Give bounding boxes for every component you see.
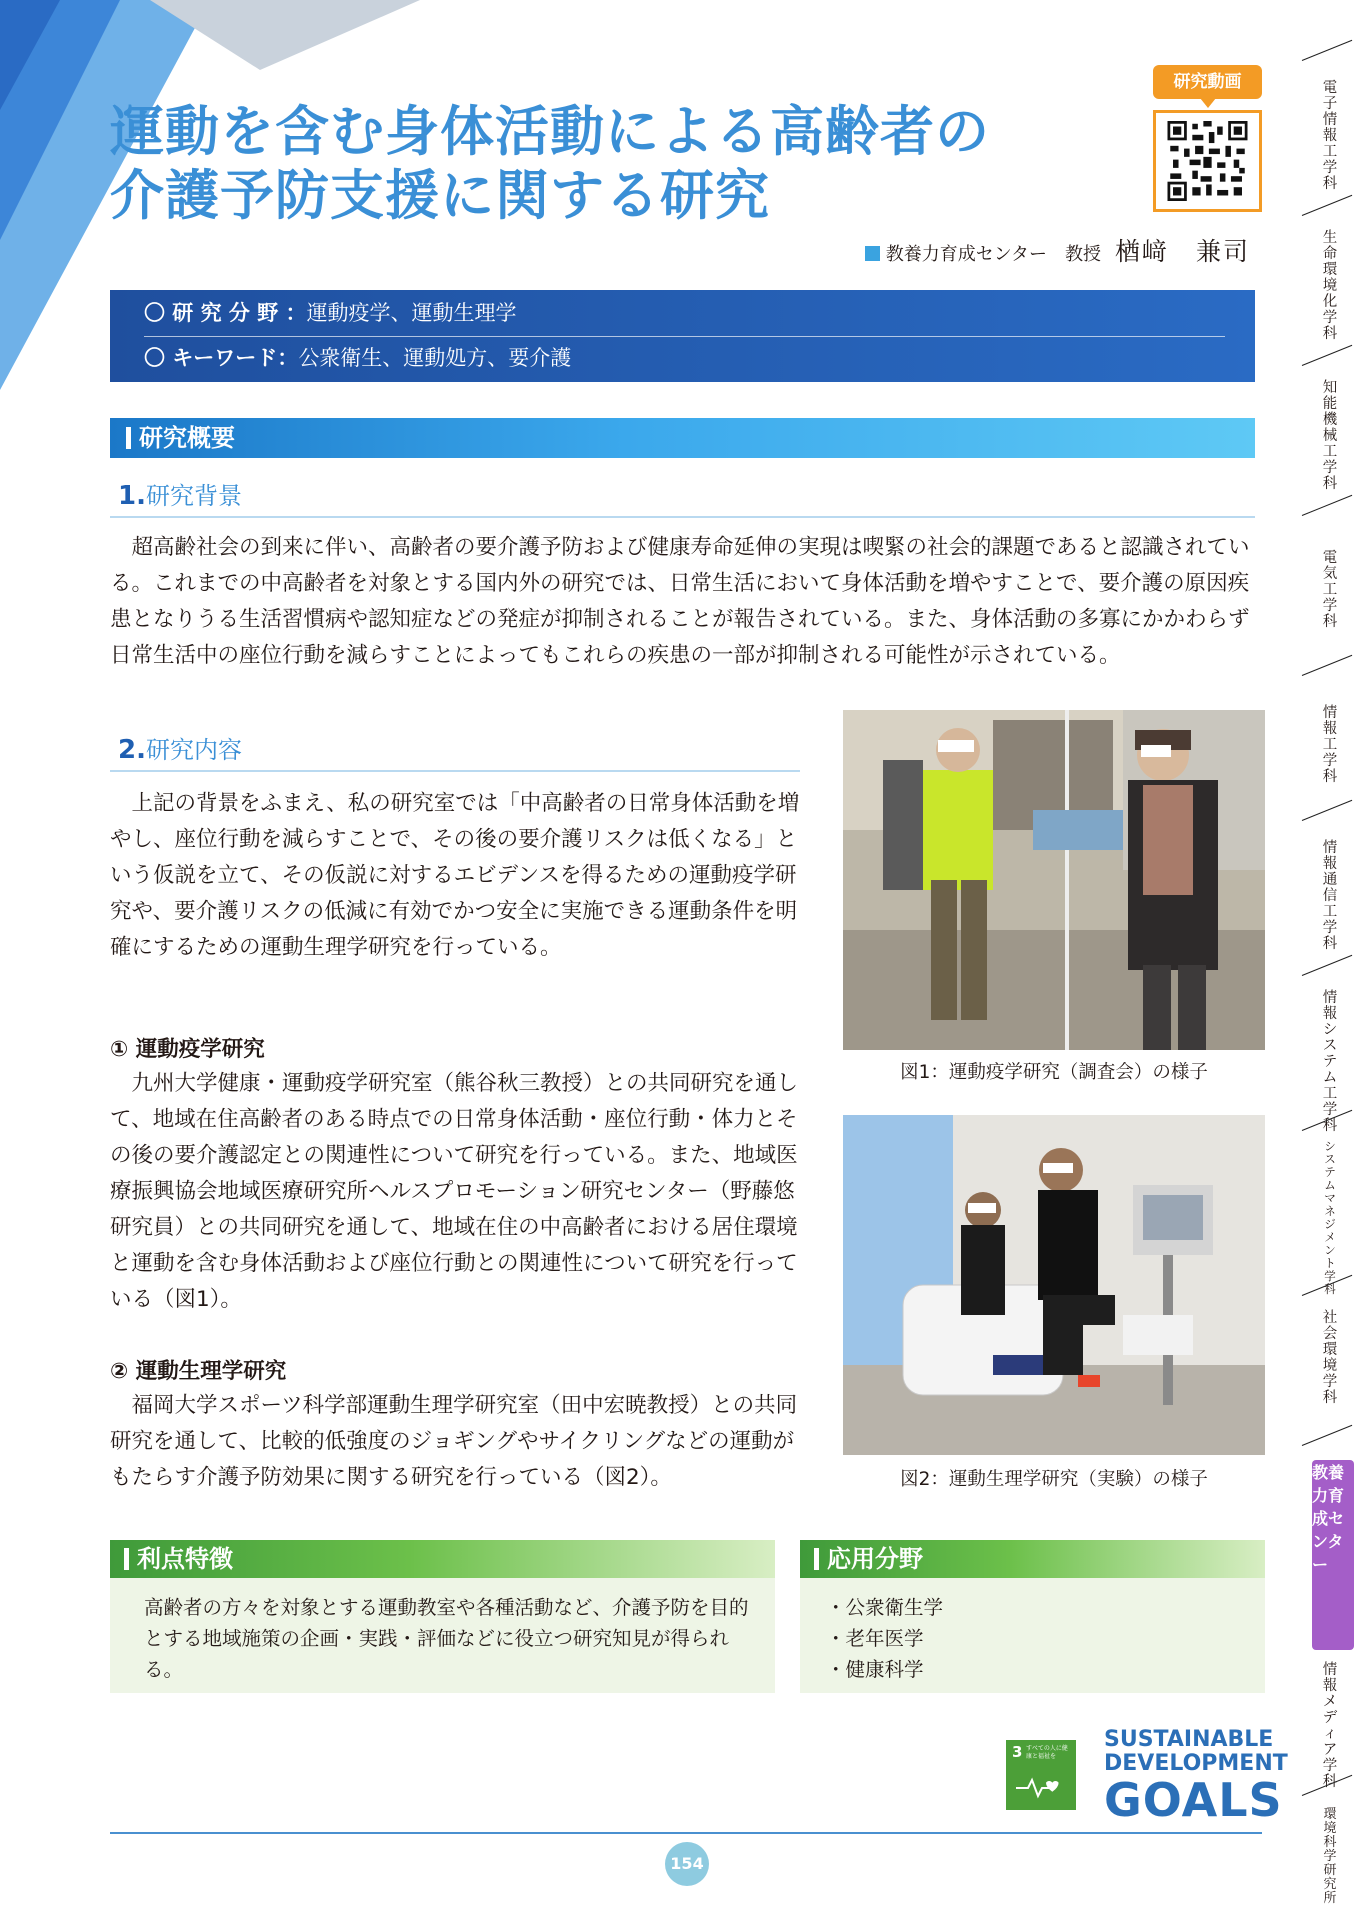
- sdg-logo-line-2: DEVELOPMENT: [1104, 1751, 1288, 1776]
- research-field-row: [144, 298, 517, 328]
- tab-label: 情報システム工学科: [1322, 990, 1338, 1134]
- header-bar-icon: [814, 1548, 819, 1570]
- header-bar-icon: [126, 427, 131, 449]
- side-tab-nav: [1300, 40, 1358, 1906]
- page-title: [110, 100, 1070, 228]
- figure-1-caption: 図1：運動疫学研究（調査会）の様子: [900, 1062, 1208, 1083]
- tab-label: 電気工学科: [1322, 550, 1338, 630]
- tab-label: 情報メディア学科: [1322, 1662, 1338, 1790]
- bullet-square-icon: [865, 246, 880, 261]
- background-paragraph: 超高齢社会の到来に伴い、高齢者の要介護予防および健康寿命延伸の実現は喫緊の社会的課題であると認識されている。これまでの中高齢者を対象とする国内外の研究では、日常生活において身体活動を増やすことで、要介護の原因疾患となりうる生活習慣病や認知症などの発症が抑制されることが報告されている。また、身体活動の多寡にかかわらず日常生活中の座位行動を減らすことによってもこれらの疾患の一部が抑制される可能性が示されている。: [110, 535, 1250, 668]
- tab-separator: [1302, 800, 1352, 821]
- field-divider: [144, 336, 1225, 337]
- research-field-label: 〇 研 究 分 野 ：: [144, 301, 307, 325]
- tab-label: 電子情報工学科: [1322, 80, 1338, 192]
- application-header: [800, 1540, 1265, 1578]
- tab-label: 知能機械工学科: [1322, 380, 1338, 492]
- tab-separator: [1302, 495, 1352, 516]
- tab-separator: [1302, 955, 1352, 976]
- sdg-goal-number: 3: [1012, 1743, 1023, 1761]
- sdg-logo: [1104, 1727, 1288, 1827]
- sdg-logo-line-1: SUSTAINABLE: [1104, 1727, 1274, 1752]
- section-overview-header: [110, 418, 1255, 458]
- tab-label: 教養力育成センター: [1312, 1463, 1345, 1574]
- keyword-label: 〇 キーワード：: [144, 346, 299, 370]
- item2-paragraph: 福岡大学スポーツ科学部運動生理学研究室（田中宏暁教授）との共同研究を通して、比較的低強度のジョギングやサイクリングなどの運動がもたらす介護予防効果に関する研究を行っている（図2）。: [110, 1393, 798, 1490]
- tab-separator: [1302, 1425, 1352, 1446]
- author-name: 楢﨑 兼司: [1114, 237, 1250, 266]
- advantage-box: [110, 1540, 775, 1693]
- tab-label: 環境科学研究所: [1323, 1807, 1337, 1906]
- sdg-logo-line-3: GOALS: [1104, 1773, 1283, 1827]
- application-item: ・老年医学: [826, 1627, 924, 1650]
- qr-code[interactable]: [1153, 110, 1262, 212]
- tab-label: システムマネジメント学科: [1324, 1139, 1336, 1296]
- tab-label: 生命環境化学科: [1322, 230, 1338, 342]
- figure-2-photo: [843, 1115, 1265, 1455]
- subsection-content-heading: [118, 732, 242, 768]
- application-item: ・健康科学: [826, 1658, 924, 1681]
- tab-liberal-arts-center-active[interactable]: [1312, 1460, 1354, 1650]
- subsection-title: 研究背景: [145, 482, 242, 510]
- tab-label: 情報工学科: [1322, 705, 1338, 785]
- qr-code-icon: [1164, 121, 1251, 201]
- advantage-title: 利点特徴: [137, 1545, 233, 1573]
- keyword-row: [144, 343, 571, 373]
- heartbeat-icon: [1014, 1772, 1068, 1802]
- title-line-2: 介護予防支援に関する研究: [110, 164, 770, 227]
- sdg-goal-3-tile: [1006, 1740, 1076, 1810]
- sdg-goal-text: すべての人に健康と福祉を: [1026, 1745, 1068, 1760]
- tab-separator: [1302, 345, 1352, 366]
- advantage-header: [110, 1540, 775, 1578]
- tab-label: 情報通信工学科: [1322, 840, 1338, 952]
- item1-paragraph: 九州大学健康・運動疫学研究室（熊谷秋三教授）との共同研究を通して、地域在住高齢者のある時点での日常身体活動・座位行動・体力とその後の要介護認定との関連性について研究を行っている。また、地域医療振興協会地域医療研究所ヘルスプロモーション研究センター（野藤悠研究員）との共同研究を通して、地域在住の中高齢者における居住環境と運動を含む身体活動および座位行動との関連性について研究を行っている（図1）。: [110, 1071, 799, 1312]
- subsection-title: 研究内容: [145, 736, 242, 764]
- application-item: ・公衆衛生学: [826, 1596, 944, 1619]
- footer-line: [110, 1832, 1262, 1834]
- figure-2-caption: 図2：運動生理学研究（実験）の様子: [900, 1469, 1208, 1490]
- tab-separator: [1302, 40, 1352, 61]
- page-number: 154: [665, 1842, 709, 1886]
- subsection-underline: [110, 516, 1255, 518]
- item2-heading: ② 運動生理学研究: [110, 1359, 287, 1384]
- research-video-label: 研究動画: [1153, 65, 1262, 99]
- section-overview-title: 研究概要: [139, 424, 235, 452]
- research-field-band: [110, 290, 1255, 382]
- subsection-number: 1.: [118, 481, 146, 511]
- advantage-text: 高齢者の方々を対象とする運動教室や各種活動など、介護予防を目的とする地域施策の企画・実践・評価などに役立つ研究知見が得られる。: [144, 1596, 749, 1681]
- application-box: [800, 1540, 1265, 1693]
- author-department: 教養力育成センター 教授: [885, 244, 1101, 265]
- tab-label: 社会環境学科: [1322, 1310, 1338, 1406]
- content-paragraph: 上記の背景をふまえ、私の研究室では「中高齢者の日常身体活動を増やし、座位行動を減らすことで、その後の要介護リスクは低くなる」という仮説を立て、その仮説に対するエビデンスを得るための運動疫学研究や、要介護リスクの低減に有効でかつ安全に実施できる運動条件を明確にするための運動生理学研究を行っている。: [110, 791, 800, 960]
- subsection-underline: [110, 770, 800, 772]
- tab-separator: [1302, 195, 1352, 216]
- tab-separator: [1302, 655, 1352, 676]
- figure-1-photo: [843, 710, 1265, 1050]
- header-bar-icon: [124, 1548, 129, 1570]
- item1-heading: ① 運動疫学研究: [110, 1037, 265, 1062]
- research-field-value: 運動疫学、運動生理学: [306, 301, 517, 325]
- application-list: [826, 1592, 943, 1685]
- author-line: [840, 232, 1250, 268]
- subsection-number: 2.: [118, 735, 146, 765]
- subsection-background-heading: [118, 478, 242, 514]
- title-line-1: 運動を含む身体活動による高齢者の: [110, 100, 990, 163]
- keyword-value: 公衆衛生、運動処方、要介護: [298, 346, 572, 370]
- application-title: 応用分野: [827, 1545, 923, 1573]
